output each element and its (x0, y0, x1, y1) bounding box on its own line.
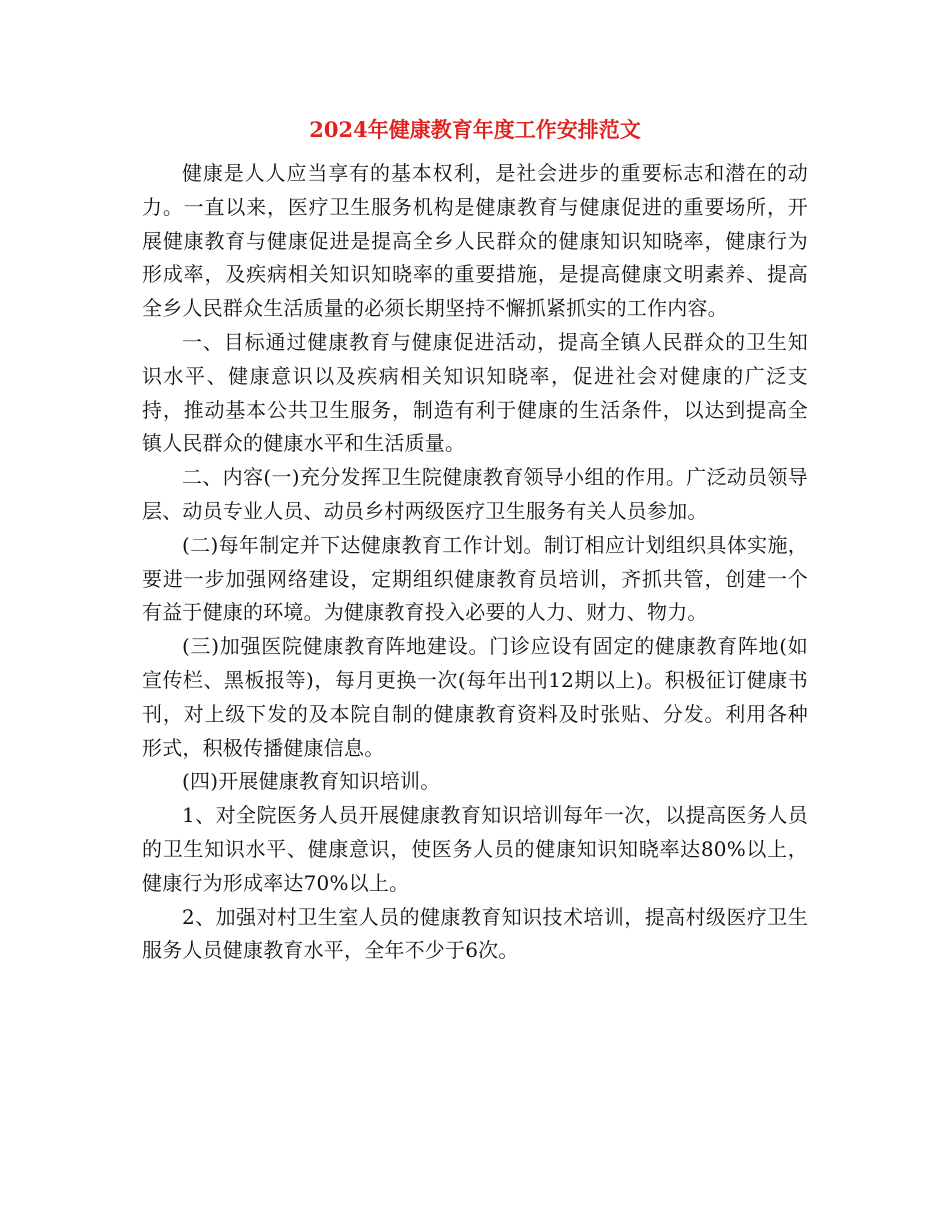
paragraph-content-3: (三)加强医院健康教育阵地建设。门诊应设有固定的健康教育阵地(如宣传栏、黑板报等)，每月更换一次(每年出刊12期以上)。积极征订健康书刊，对上级下发的及本院自制的健康教育资料及时张贴、分发。利用各种形式，积极传播健康信息。 (142, 634, 808, 760)
paragraph-item-2: 2、加强对村卫生室人员的健康教育知识技术培训，提高村级医疗卫生服务人员健康教育水平，全年不少于6次。 (142, 904, 808, 963)
paragraph-content-2: (二)每年制定并下达健康教育工作计划。制订相应计划组织具体实施，要进一步加强网络建设，定期组织健康教育员培训，齐抓共管，创建一个有益于健康的环境。为健康教育投入必要的人力、财力、物力。 (142, 532, 808, 625)
paragraph-content-4: (四)开展健康教育知识培训。 (182, 769, 441, 794)
paragraph-item-1: 1、对全院医务人员开展健康教育知识培训每年一次，以提高医务人员的卫生知识水平、健康意识，使医务人员的健康知识知晓率达80%以上，健康行为形成率达70%以上。 (142, 803, 808, 895)
document-title: 2024年健康教育年度工作安排范文 (309, 117, 641, 142)
paragraph-goal: 一、目标通过健康教育与健康促进活动，提高全镇人民群众的卫生知识水平、健康意识以及疾病相关知识知晓率，促进社会对健康的广泛支持，推动基本公共卫生服务，制造有利于健康的生活条件，以达到提高全镇人民群众的健康水平和生活质量。 (142, 329, 808, 456)
paragraph-content-1: 二、内容(一)充分发挥卫生院健康教育领导小组的作用。广泛动员领导层、动员专业人员、动员乡村两级医疗卫生服务有关人员参加。 (142, 465, 808, 523)
document-body (142, 157, 808, 968)
paragraph-intro: 健康是人人应当享有的基本权利，是社会进步的重要标志和潜在的动力。一直以来，医疗卫生服务机构是健康教育与健康促进的重要场所，开展健康教育与健康促进是提高全乡人民群众的健康知识知晓率，健康行为形成率，及疾病相关知识知晓率的重要措施，是提高健康文明素养、提高全乡人民群众生活质量的必须长期坚持不懈抓紧抓实的工作内容。 (142, 161, 808, 321)
